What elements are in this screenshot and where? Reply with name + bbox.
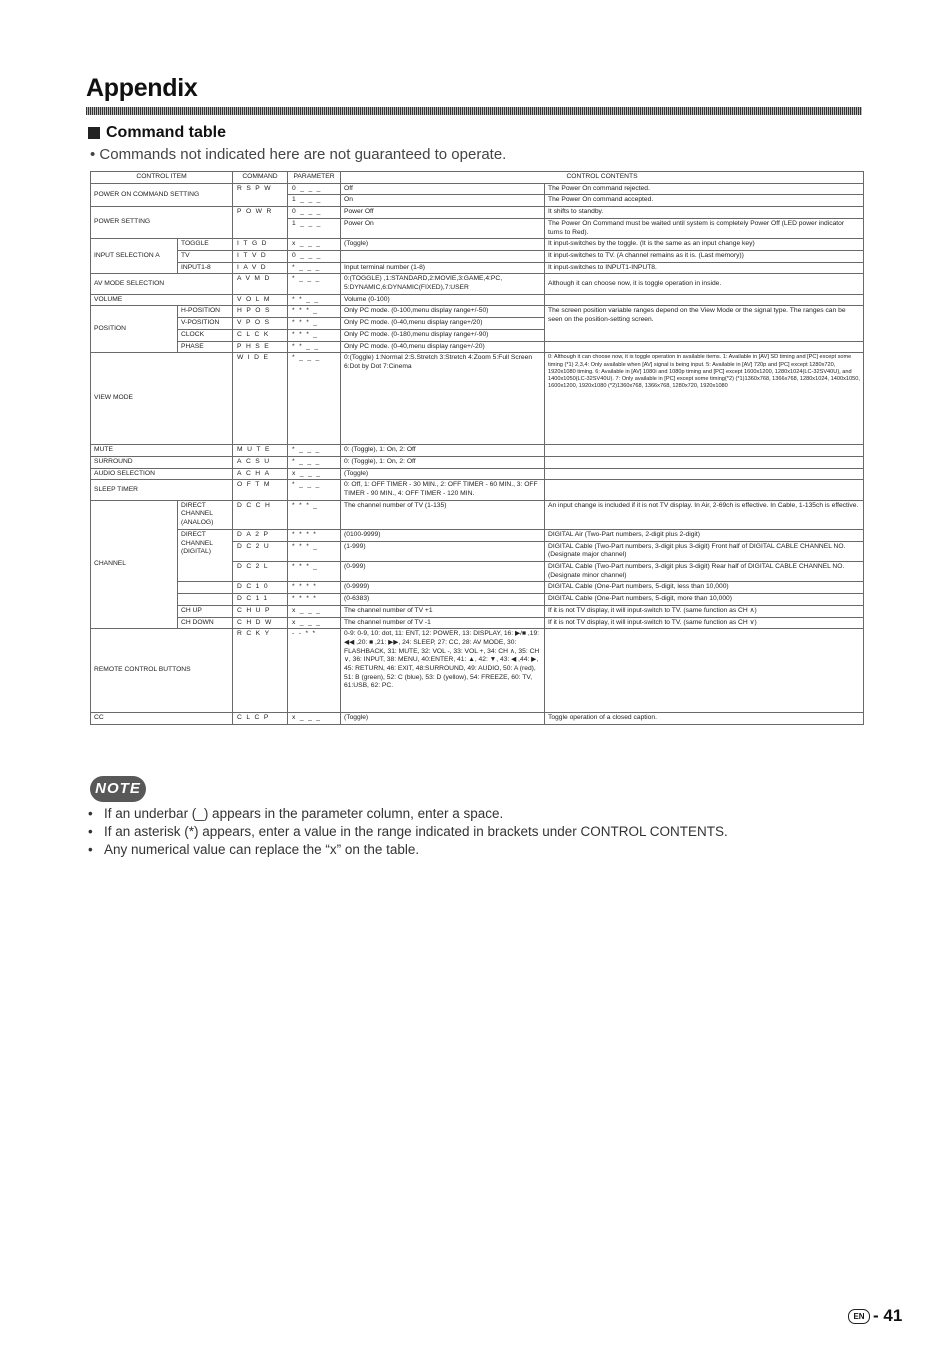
sub-item-cell: PHASE <box>178 341 233 353</box>
table-header-row <box>91 172 864 184</box>
command-cell: CLCK <box>233 329 288 341</box>
contents-cell <box>545 294 864 306</box>
item-cell: POWER ON COMMAND SETTING <box>91 183 233 206</box>
header-control-contents: CONTROL CONTENTS <box>341 172 864 184</box>
item-cell: VIEW MODE <box>91 353 233 445</box>
parameter-cell: **__ <box>288 341 341 353</box>
parameter-cell: **** <box>288 594 341 606</box>
section-heading-text: Command table <box>106 124 227 141</box>
table-row <box>91 341 864 353</box>
description-cell: Off <box>341 183 545 195</box>
parameter-cell: **__ <box>288 294 341 306</box>
command-cell: DC2U <box>233 541 288 561</box>
description-cell: (0-9999) <box>341 582 545 594</box>
page-title: Appendix <box>86 74 198 102</box>
parameter-cell: ***_ <box>288 318 341 330</box>
description-cell: Input terminal number (1-8) <box>341 262 545 274</box>
parameter-cell: x___ <box>288 239 341 251</box>
table-row <box>91 605 864 617</box>
description-cell: The channel number of TV +1 <box>341 605 545 617</box>
contents-cell: The Power On command rejected. <box>545 183 864 195</box>
table-row <box>91 207 864 219</box>
table-row <box>91 468 864 480</box>
command-cell: ACHA <box>233 468 288 480</box>
description-cell: 0:(Toggle) 1:Normal 2:S.Stretch 3:Stretch 4:Zoom 5:Full Screen 6:Dot by Dot 7:Cinema <box>341 353 545 445</box>
section-heading <box>88 124 226 142</box>
note-item: • Any numerical value can replace the “x” on the table. <box>88 842 728 857</box>
parameter-cell: 0___ <box>288 250 341 262</box>
header-command: COMMAND <box>233 172 288 184</box>
command-cell: ITGD <box>233 239 288 251</box>
contents-cell: It input-switches by the toggle. (It is the same as an input change key) <box>545 239 864 251</box>
sub-item-cell: V-POSITION <box>178 318 233 330</box>
parameter-cell: ***_ <box>288 541 341 561</box>
contents-cell: If it is not TV display, it will input-switch to TV. (same function as CH ∨) <box>545 617 864 629</box>
command-cell: PHSE <box>233 341 288 353</box>
parameter-cell: 1___ <box>288 195 341 207</box>
description-cell: Power On <box>341 218 545 238</box>
description-cell: (0-999) <box>341 561 545 581</box>
intro-note: • Commands not indicated here are not guaranteed to operate. <box>90 146 507 163</box>
item-cell: CC <box>91 713 233 725</box>
contents-cell: It shifts to standby. <box>545 207 864 219</box>
description-cell: (Toggle) <box>341 468 545 480</box>
contents-cell: If it is not TV display, it will input-switch to TV. (same function as CH ∧) <box>545 605 864 617</box>
sub-item-cell: DIRECT CHANNEL (ANALOG) <box>178 500 233 529</box>
contents-cell <box>545 629 864 713</box>
command-cell: DC10 <box>233 582 288 594</box>
contents-cell: The Power On command accepted. <box>545 195 864 207</box>
header-control-item: CONTROL ITEM <box>91 172 233 184</box>
parameter-cell: **** <box>288 529 341 541</box>
contents-cell: DIGITAL Cable (Two-Part numbers, 3-digit plus 3-digit) Rear half of DIGITAL CABLE CHANNEL NO. (Designate minor channel) <box>545 561 864 581</box>
command-cell: MUTE <box>233 445 288 457</box>
description-cell: Only PC mode. (0-100,menu display range+/-50) <box>341 306 545 318</box>
table-row <box>91 239 864 251</box>
command-table <box>90 171 864 725</box>
table-row <box>91 582 864 594</box>
table-row <box>91 250 864 262</box>
table-row <box>91 500 864 529</box>
parameter-cell: ***_ <box>288 306 341 318</box>
description-cell: (Toggle) <box>341 239 545 251</box>
item-cell: SURROUND <box>91 456 233 468</box>
sub-item-cell <box>178 594 233 606</box>
table-row <box>91 629 864 713</box>
item-cell: POWER SETTING <box>91 207 233 239</box>
description-cell: Only PC mode. (0-40,menu display range+/20) <box>341 318 545 330</box>
contents-cell: DIGITAL Air (Two-Part numbers, 2-digit plus 2-digit) <box>545 529 864 541</box>
description-cell: The channel number of TV -1 <box>341 617 545 629</box>
description-cell: Only PC mode. (0-40,menu display range+/-20) <box>341 341 545 353</box>
sub-item-cell: TV <box>178 250 233 262</box>
sub-item-cell: CLOCK <box>178 329 233 341</box>
description-cell: (0-6383) <box>341 594 545 606</box>
page-number <box>848 1306 902 1326</box>
command-cell: POWR <box>233 207 288 239</box>
command-cell: DC2L <box>233 561 288 581</box>
table-row <box>91 274 864 294</box>
description-cell: The channel number of TV (1-135) <box>341 500 545 529</box>
sub-item-cell: H-POSITION <box>178 306 233 318</box>
contents-cell: 0: Although it can choose now, it is toggle operation in available items. 1: Available in [AV] SD timing and [PC] except some timing (*1) 2,3,4: Only available when [AV] signal is being input. 5: Available in [AV] 720p and [PC] except 1280x720, 1920x1080 timing. 6: Available in [AV] 1080i and 1080p timing and [PC] except 1600x1200, 1280x1024(LC-32SV40U), and 1400x1050(LC-32SV40U). 7: Only available in [PC] except some timing(*2) (*1)1360x768, 1366x768, 1280x1024, 1400x1050, 1600x1200, 1920x1080 (*2)1360x768, 1366x768, 1280x720, 1920x1080 <box>545 353 864 445</box>
table-row <box>91 456 864 468</box>
description-cell: On <box>341 195 545 207</box>
command-cell: DC11 <box>233 594 288 606</box>
contents-cell: Although it can choose now, it is toggle operation in inside. <box>545 274 864 294</box>
item-cell: POSITION <box>91 306 178 353</box>
parameter-cell: 0___ <box>288 183 341 195</box>
item-cell: MUTE <box>91 445 233 457</box>
contents-cell: The Power On Command must be waited until system is completely Power Off (LED power indicator turns to Red). <box>545 218 864 238</box>
parameter-cell: x___ <box>288 713 341 725</box>
contents-cell: It input-switches to INPUT1-INPUT8. <box>545 262 864 274</box>
parameter-cell: 1___ <box>288 218 341 238</box>
command-cell: WIDE <box>233 353 288 445</box>
note-badge: NOTE <box>90 776 146 802</box>
contents-cell <box>545 341 864 353</box>
command-cell: DA2P <box>233 529 288 541</box>
parameter-cell: x___ <box>288 605 341 617</box>
description-cell: Only PC mode. (0-180,menu display range+/-90) <box>341 329 545 341</box>
parameter-cell: --** <box>288 629 341 713</box>
description-cell: (0100-9999) <box>341 529 545 541</box>
sub-item-cell: DIRECT CHANNEL (DIGITAL) <box>178 529 233 582</box>
description-cell: 0:(TOGGLE) ,1:STANDARD,2:MOVIE,3:GAME,4:PC, 5:DYNAMIC,6:DYNAMIC(FIXED),7:USER <box>341 274 545 294</box>
description-cell: 0-9: 0-9, 10: dot, 11: ENT, 12: POWER, 13: DISPLAY, 16: ▶/■ ,19: ◀◀ ,20: ■ ,21: ▶▶, 24: SLEEP, 27: CC, 28: AV MODE, 30: FLASHBACK, 31: MUTE, 32: VOL -, 33: VOL +, 34: CH ∧, 35: CH ∨, 36: INPUT, 38: MENU, 40:ENTER, 41: ▲, 42: ▼, 43: ◀ ,44: ▶, 45: RETURN, 46: EXIT, 48:SURROUND, 49: AUDIO, 50: A (red), 51: B (green), 52: C (blue), 53: D (yellow), 54: FREEZE, 60: TV, 61:USB, 62: PC. <box>341 629 545 713</box>
command-cell: CHDW <box>233 617 288 629</box>
contents-cell: An input change is included if it is not TV display. In Air, 2-69ch is effective. In Cable, 1-135ch is effective. <box>545 500 864 529</box>
contents-cell: DIGITAL Cable (Two-Part numbers, 3-digit plus 3-digit) Front half of DIGITAL CABLE CHANNEL NO. (Designate major channel) <box>545 541 864 561</box>
table-row <box>91 713 864 725</box>
parameter-cell: *___ <box>288 353 341 445</box>
item-cell: REMOTE CONTROL BUTTONS <box>91 629 233 713</box>
sub-item-cell: TOGGLE <box>178 239 233 251</box>
description-cell: 0: (Toggle), 1: On, 2: Off <box>341 445 545 457</box>
contents-cell <box>545 456 864 468</box>
command-cell: CLCP <box>233 713 288 725</box>
title-rule <box>86 107 862 115</box>
table-row <box>91 529 864 541</box>
contents-cell: It input-switches to TV. (A channel remains as it is. (Last memory)) <box>545 250 864 262</box>
parameter-cell: *___ <box>288 262 341 274</box>
command-cell: HPOS <box>233 306 288 318</box>
parameter-cell: *___ <box>288 456 341 468</box>
description-cell: 0: Off, 1: OFF TIMER - 30 MIN., 2: OFF TIMER - 60 MIN., 3: OFF TIMER - 90 MIN., 4: OFF TIMER - 120 MIN. <box>341 480 545 500</box>
contents-cell: Toggle operation of a closed caption. <box>545 713 864 725</box>
command-cell: OFTM <box>233 480 288 500</box>
parameter-cell: 0___ <box>288 207 341 219</box>
description-cell <box>341 250 545 262</box>
en-language-icon: EN <box>848 1309 870 1324</box>
table-row <box>91 262 864 274</box>
description-cell: (Toggle) <box>341 713 545 725</box>
command-cell: VOLM <box>233 294 288 306</box>
command-cell: AVMD <box>233 274 288 294</box>
contents-cell: DIGITAL Cable (One-Part numbers, 5-digit, more than 10,000) <box>545 594 864 606</box>
table-row <box>91 306 864 318</box>
parameter-cell: ***_ <box>288 561 341 581</box>
item-cell: SLEEP TIMER <box>91 480 233 500</box>
item-cell: VOLUME <box>91 294 233 306</box>
parameter-cell: ***_ <box>288 329 341 341</box>
command-cell: RCKY <box>233 629 288 713</box>
parameter-cell: *___ <box>288 480 341 500</box>
sub-item-cell: CH UP <box>178 605 233 617</box>
command-cell: VPOS <box>233 318 288 330</box>
description-cell: Power Off <box>341 207 545 219</box>
sub-item-cell: INPUT1-8 <box>178 262 233 274</box>
description-cell: (1-999) <box>341 541 545 561</box>
contents-cell: The screen position variable ranges depend on the View Mode or the signal type. The ranges can be seen on the position-setting screen. <box>545 306 864 341</box>
item-cell: INPUT SELECTION A <box>91 239 178 274</box>
description-cell: Volume (0-100) <box>341 294 545 306</box>
parameter-cell: **** <box>288 582 341 594</box>
page-number-text: - 41 <box>873 1306 903 1325</box>
table-row <box>91 445 864 457</box>
table-row <box>91 594 864 606</box>
notes-list <box>88 806 728 860</box>
sub-item-cell <box>178 582 233 594</box>
contents-cell <box>545 468 864 480</box>
command-cell: CHUP <box>233 605 288 617</box>
parameter-cell: x___ <box>288 617 341 629</box>
table-row <box>91 480 864 500</box>
command-cell: ITVD <box>233 250 288 262</box>
header-parameter: PARAMETER <box>288 172 341 184</box>
contents-cell <box>545 480 864 500</box>
table-row <box>91 183 864 195</box>
sub-item-cell: CH DOWN <box>178 617 233 629</box>
section-square-icon <box>88 127 100 139</box>
contents-cell: DIGITAL Cable (One-Part numbers, 5-digit, less than 10,000) <box>545 582 864 594</box>
item-cell: AUDIO SELECTION <box>91 468 233 480</box>
command-cell: IAVD <box>233 262 288 274</box>
table-row <box>91 294 864 306</box>
command-cell: DCCH <box>233 500 288 529</box>
item-cell: CHANNEL <box>91 500 178 628</box>
note-item: • If an asterisk (*) appears, enter a value in the range indicated in brackets under CONTROL CONTENTS. <box>88 824 728 839</box>
command-cell: ACSU <box>233 456 288 468</box>
description-cell: 0: (Toggle), 1: On, 2: Off <box>341 456 545 468</box>
note-item: • If an underbar (_) appears in the parameter column, enter a space. <box>88 806 728 821</box>
item-cell: AV MODE SELECTION <box>91 274 233 294</box>
parameter-cell: *___ <box>288 445 341 457</box>
parameter-cell: ***_ <box>288 500 341 529</box>
table-row <box>91 617 864 629</box>
command-cell: RSPW <box>233 183 288 206</box>
parameter-cell: *___ <box>288 274 341 294</box>
contents-cell <box>545 445 864 457</box>
table-row <box>91 353 864 445</box>
parameter-cell: x___ <box>288 468 341 480</box>
